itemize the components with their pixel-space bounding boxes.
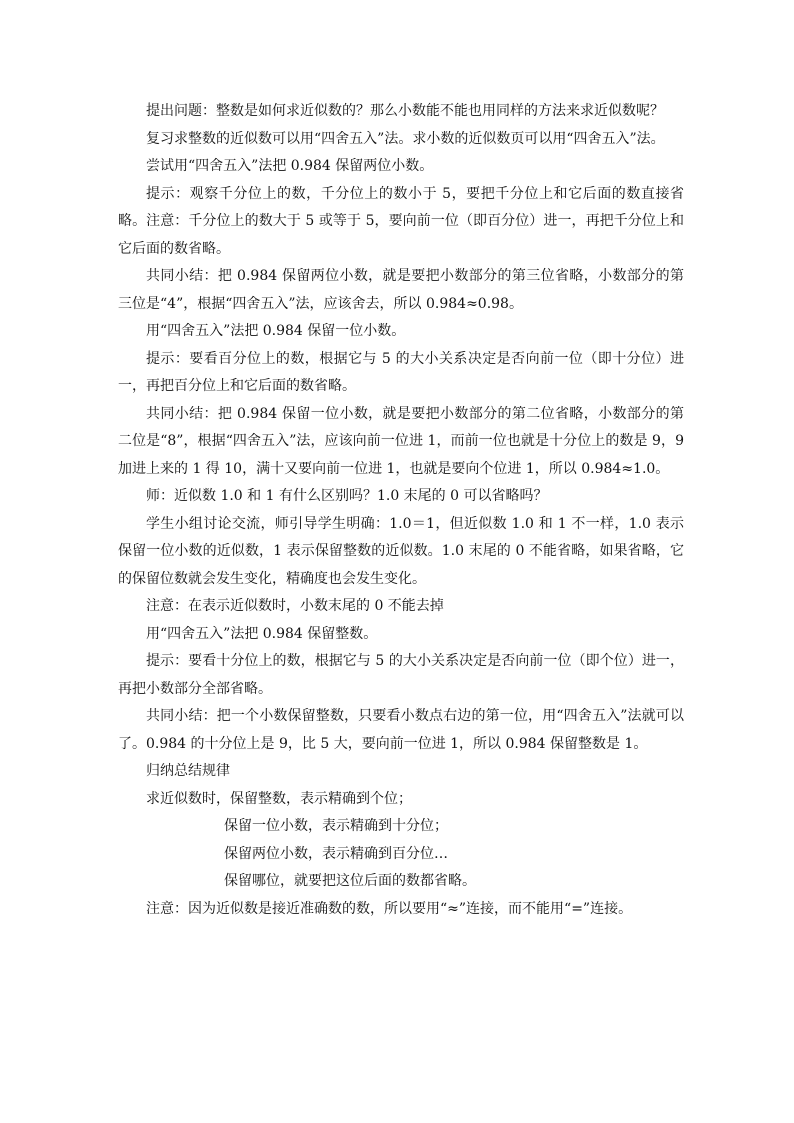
hint-thousandths-paragraph: 提示：观察千分位上的数，千分位上的数小于 5，要把千分位上和它后面的数直接省略。注意：千分位上的数大于 5 或等于 5，要向前一位（即百分位）进一，再把千分位上和它后面的数省略。 [118, 185, 684, 257]
rule-omit: 保留哪位，就要把这位后面的数都省略。 [224, 873, 476, 889]
try-one-decimal-paragraph: 用“四舍五入”法把 0.984 保留一位小数。 [146, 323, 406, 339]
lesson-content [118, 98, 684, 923]
discussion-paragraph: 学生小组讨论交流，师引导学生明确：1.0＝1，但近似数 1.0 和 1 不一样，1.0 表示保留一位小数的近似数，1 表示保留整数的近似数。1.0 末尾的 0 不能省略，如果省略，它的保留位数就会发生变化，精确度也会发生变化。 [118, 515, 684, 587]
summary-one-decimal-paragraph: 共同小结：把 0.984 保留一位小数，就是要把小数部分的第二位省略，小数部分的第二位是“8”，根据“四舍五入”法，应该向前一位进 1，而前一位也就是十分位上的数是 9，9 加进上来的 1 得 10，满十又要向前一位进 1，也就是要向个位进 1，所以 0.984≈1.0。 [118, 405, 684, 477]
rule-two-decimals: 保留两位小数，表示精确到百分位… [224, 845, 448, 862]
try-two-decimals-paragraph: 尝试用“四舍五入”法把 0.984 保留两位小数。 [146, 158, 434, 174]
try-integer-paragraph: 用“四舍五入”法把 0.984 保留整数。 [146, 625, 378, 642]
hint-tenths-paragraph: 提示：要看十分位上的数，根据它与 5 的大小关系决定是否向前一位（即个位）进一，再把小数部分全部省略。 [118, 653, 684, 697]
hint-hundredths-paragraph: 提示：要看百分位上的数，根据它与 5 的大小关系决定是否向前一位（即十分位）进一，再把百分位上和它后面的数省略。 [118, 350, 684, 394]
summary-two-decimals-paragraph: 共同小结：把 0.984 保留两位小数，就是要把小数部分的第三位省略，小数部分的第三位是“4”，根据“四舍五入”法，应该舍去，所以 0.984≈0.98。 [118, 268, 684, 312]
teacher-question-paragraph: 师：近似数 1.0 和 1 有什么区别吗？1.0 末尾的 0 可以省略吗？ [146, 488, 548, 504]
question-paragraph: 提出问题：整数是如何求近似数的？那么小数能不能也用同样的方法来求近似数呢？ [146, 103, 664, 119]
summary-heading: 归纳总结规律 [146, 763, 230, 779]
trailing-zero-note: 注意：在表示近似数时，小数末尾的 0 不能去掉 [146, 598, 444, 614]
rule-integer: 求近似数时，保留整数，表示精确到个位； [146, 790, 412, 807]
summary-integer-paragraph: 共同小结：把一个小数保留整数，只要看小数点右边的第一位，用“四舍五入”法就可以了。0.984 的十分位上是 9，比 5 大，要向前一位进 1，所以 0.984 保留整数是 1。 [118, 708, 684, 752]
final-note: 注意：因为近似数是接近准确数的数，所以要用“≈”连接，而不能用“=”连接。 [146, 900, 633, 917]
review-paragraph: 复习求整数的近似数可以用“四舍五入”法。求小数的近似数页可以用“四舍五入”法。 [146, 130, 665, 147]
rule-one-decimal: 保留一位小数，表示精确到十分位； [224, 818, 448, 834]
